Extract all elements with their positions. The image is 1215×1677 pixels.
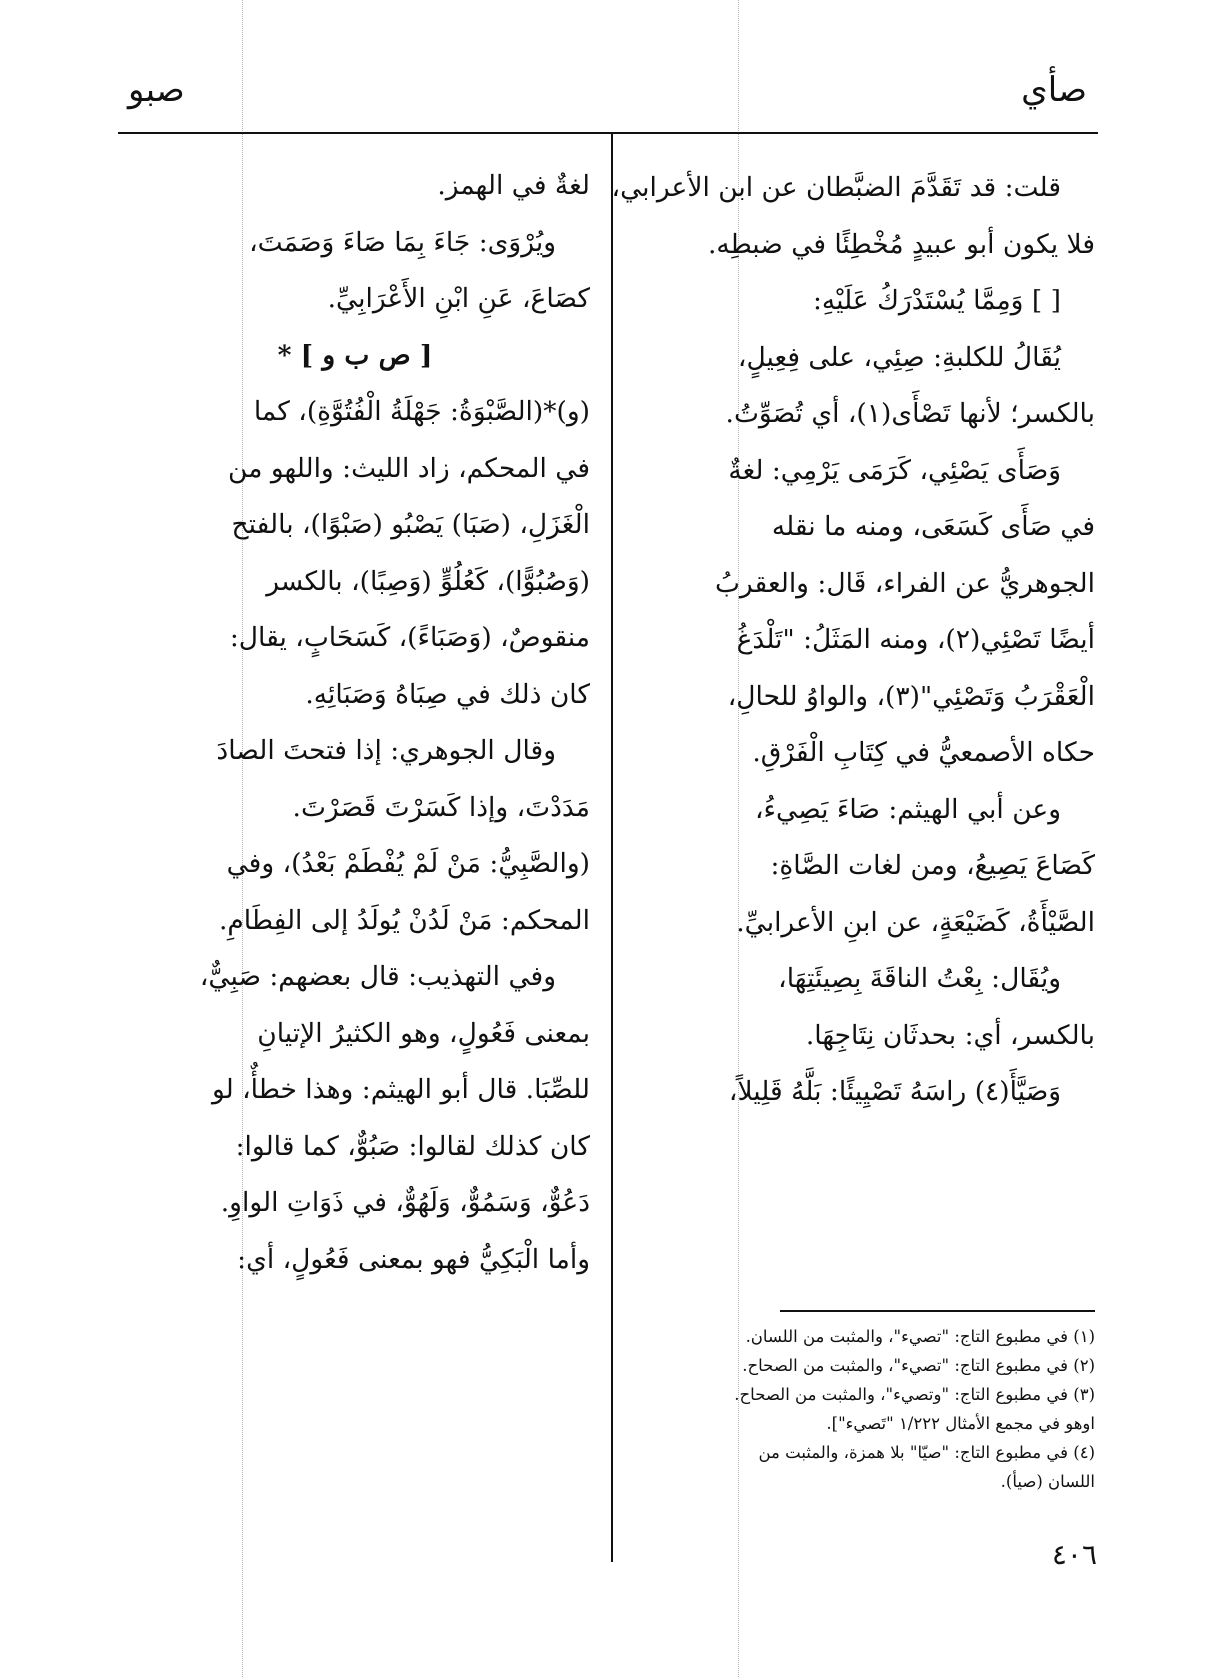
footnote: اللسان (صيأ).: [1000, 1472, 1095, 1491]
text-line: بالكسر؛ لأنها تَصْأَى(١)، أي تُصَوِّتُ.: [725, 398, 1095, 429]
right-column: [611, 160, 1095, 1121]
text-line: الجوهريُّ عن الفراء، قَال: والعقربُ: [714, 567, 1095, 599]
text-line: الصَّيْأَةُ، كَضَيْعَةٍ، عن ابنِ الأعرابيِّ.: [736, 906, 1095, 938]
header-rule: [118, 132, 1098, 134]
text-line: في صَأَى كَسَعَى، ومنه ما نقله: [771, 511, 1095, 542]
text-line: بالكسر، أي: بحدثَان نِتَاجِهَا.: [805, 1019, 1095, 1051]
footnote-rule: [780, 1310, 1095, 1312]
text-line: يُقَالُ للكلبةِ: صِئِي، على فِعِيلٍ،: [737, 341, 1061, 373]
text-line: (وَصُبُوًّا)، كَعُلُوٍّ (وَصِبًا)، بالكسر: [266, 565, 590, 597]
text-line: بمعنى فَعُولٍ، وهو الكثيرُ الإتيانِ: [257, 1017, 590, 1049]
text-line: كَصَاعَ يَصِيعُ، ومن لغات الصَّاةِ:: [770, 850, 1095, 881]
footnote: (٤) في مطبوع التاج: "صيّا" بلا همزة، والمثبت من: [758, 1443, 1095, 1462]
text-line: ويُرْوَى: جَاءَ بِمَا صَاءَ وَصَمَتَ،: [249, 226, 556, 258]
text-line: لغةٌ في الهمز.: [437, 170, 590, 201]
text-line: دَعُوٌّ، وَسَمُوٌّ، وَلَهُوٌّ، في ذَوَاتِ الواوِ.: [220, 1187, 590, 1218]
page-number: ٤٠٦: [1051, 1538, 1097, 1571]
text-line: منقوصٌ، (وَصَبَاءً)، كَسَحَابٍ، يقال:: [229, 622, 590, 653]
text-line: الْعَقْرَبُ وَتَصْئِي"(٣)، والواوُ للحالِ،: [727, 680, 1095, 712]
text-line: ويُقَال: بِعْتُ الناقَةَ بِصِيئَتِهَا،: [778, 963, 1061, 994]
text-line: الْغَزَلِ، (صَبَا) يَصْبُو (صَبْوًا)، بالفتح: [231, 509, 590, 540]
footnote: (٢) في مطبوع التاج: "تصيء"، والمثبت من الصحاح.: [742, 1356, 1095, 1375]
footnote: اوهو في مجمع الأمثال ١/٢٢٢ "تَصيء"].: [826, 1414, 1095, 1433]
header-right-word: صأي: [1021, 70, 1087, 110]
text-line: وفي التهذيب: قال بعضهم: صَبِيٌّ،: [199, 961, 556, 992]
text-line: قلت: قد تَقَدَّمَ الضبَّطان عن ابن الأعرابي،: [611, 172, 1061, 203]
text-line: حكاه الأصمعيُّ في كِتَابِ الْفَرْقِ.: [752, 737, 1095, 768]
text-line: (والصَّبِيُّ: مَنْ لَمْ يُفْطَمْ بَعْدُ)، وفي: [226, 848, 590, 879]
text-line: للصِّبَا. قال أبو الهيثم: وهذا خطأٌ، لو: [211, 1074, 590, 1105]
text-line: وعن أبي الهيثم: صَاءَ يَصِيءُ،: [754, 793, 1061, 825]
text-line: وأما الْبَكِيُّ فهو بمعنى فَعُولٍ، أي:: [237, 1243, 590, 1275]
text-line: مَدَدْتَ، وإذا كَسَرْتَ قَصَرْتَ.: [292, 791, 590, 823]
text-line: المحكم: مَنْ لَدُنْ يُولَدُ إلى الفِطَامِ.: [218, 904, 590, 936]
text-line: (و)*(الصَّبْوَةُ: جَهْلَةُ الْفُتُوَّةِ)، كما: [253, 396, 590, 427]
left-column: [120, 158, 590, 1288]
text-line: [ ] وَمِمَّا يُسْتَدْرَكُ عَلَيْهِ:: [812, 285, 1061, 316]
text-line: فلا يكون أبو عبيدٍ مُخْطِئًا في ضبطِه.: [707, 228, 1095, 260]
entry-heading: [ ص ب و ] *: [277, 339, 433, 371]
footnote: (١) في مطبوع التاج: "تصيء"، والمثبت من اللسان.: [745, 1327, 1095, 1346]
text-line: كان كذلك لقالوا: صَبُوٌّ، كما قالوا:: [235, 1130, 590, 1162]
footnote: (٣) في مطبوع التاج: "وتصيء"، والمثبت من الصحاح.: [734, 1385, 1095, 1404]
text-line: في المحكم، زاد الليث: واللهو من: [228, 452, 590, 484]
header-left-word: صبو: [128, 70, 185, 110]
text-line: وَصَأَى يَصْئِي، كَرَمَى يَرْمِي: لغةٌ: [728, 454, 1061, 486]
footnotes: [640, 1322, 1095, 1496]
text-line: كصَاعَ، عَنِ ابْنِ الأَعْرَابِيِّ.: [327, 283, 590, 314]
text-line: وقال الجوهري: إذا فتحتَ الصادَ: [216, 735, 556, 766]
text-line: أيضًا تَصْئِي(٢)، ومنه المَثَلُ: "تَلْدَغُ: [736, 624, 1095, 655]
text-line: كان ذلك في صِبَاهُ وَصَبَائِهِ.: [305, 678, 590, 710]
column-divider: [611, 132, 613, 1562]
text-line: وَصَيَّأَ(٤) راسَهُ تَصْيِيئًا: بَلَّهُ قَلِيلاً،: [728, 1076, 1061, 1107]
